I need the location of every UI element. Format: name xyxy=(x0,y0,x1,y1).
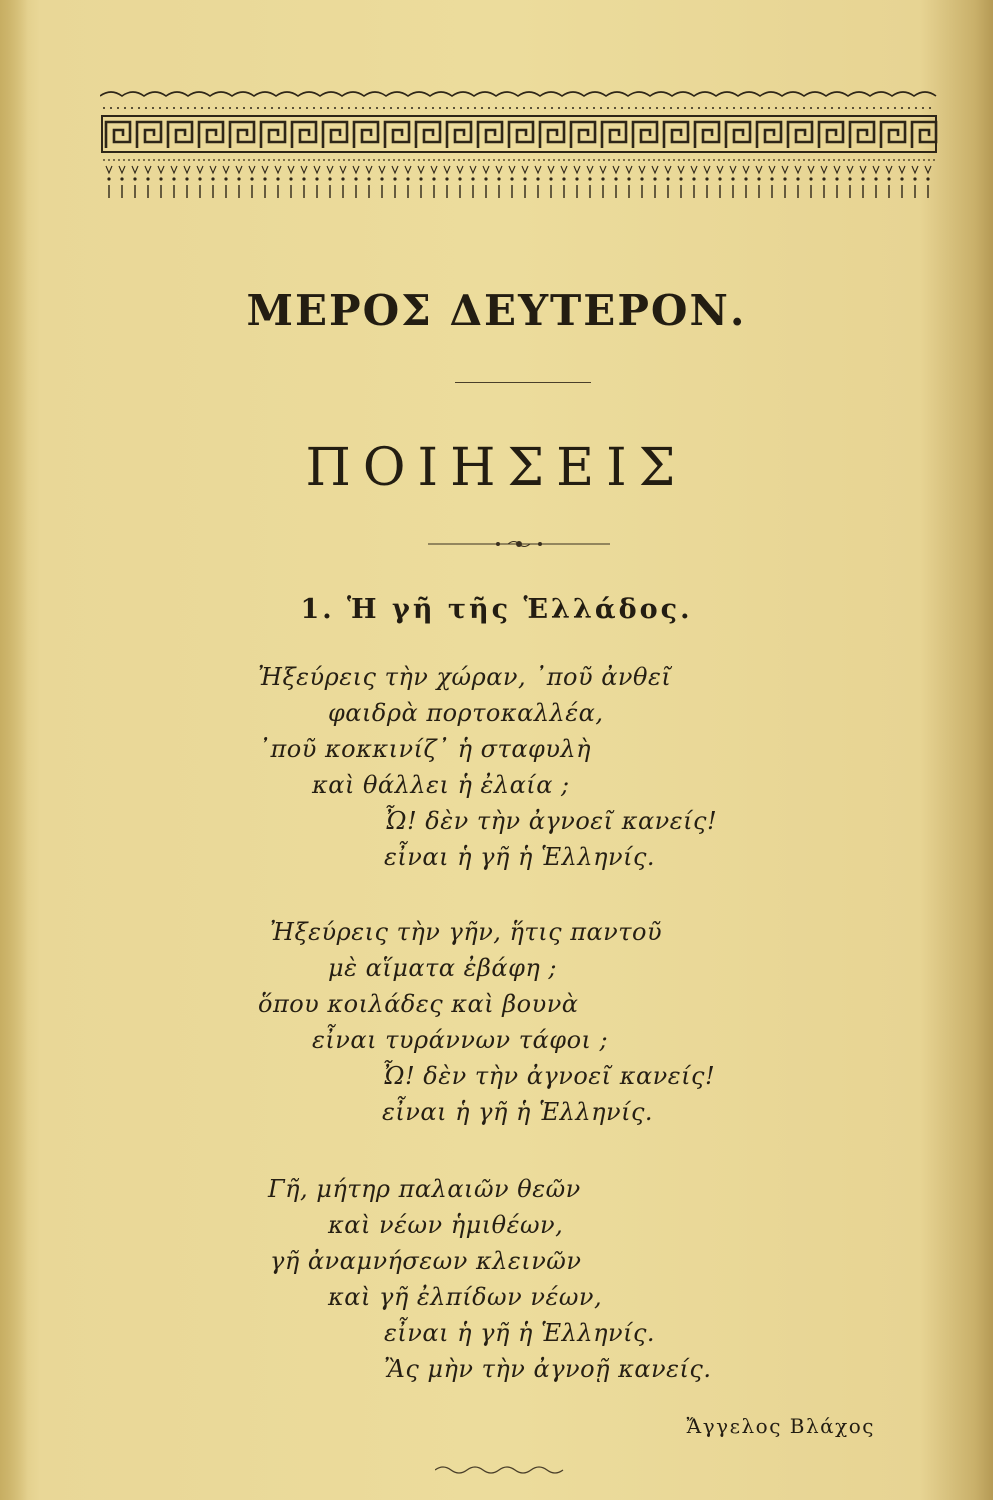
poem-line: εἶναι τυράννων τάφοι ; xyxy=(312,1026,609,1054)
part-title: ΜΕΡΟΣ ΔΕΥΤΕΡΟΝ. xyxy=(246,286,747,335)
poem-line: Γῆ, μήτηρ παλαιῶν θεῶν xyxy=(268,1175,581,1203)
poem-line: εἶναι ἡ γῆ ἡ Ἑλληνίς. xyxy=(384,1319,656,1347)
divider-rule xyxy=(455,382,591,383)
poem-author: Ἄγγελος Βλάχος xyxy=(686,1414,875,1438)
page-edge-shadow xyxy=(0,0,28,1500)
poem-line: καὶ γῆ ἐλπίδων νέων, xyxy=(328,1283,603,1311)
poem-line: εἶναι ἡ γῆ ἡ Ἑλληνίς. xyxy=(382,1098,654,1126)
poem-line: ὅπου κοιλάδες καὶ βουνὰ xyxy=(258,990,579,1018)
ornamental-divider xyxy=(428,536,610,555)
poem-line: εἶναι ἡ γῆ ἡ Ἑλληνίς. xyxy=(384,843,656,871)
poem-line: φαιδρὰ πορτοκαλλέα, xyxy=(328,699,604,727)
poem-line: ᾽ποῦ κοκκινίζ᾽ ἡ σταφυλὴ xyxy=(258,735,592,763)
poem-line: Ὦ! δὲν τὴν ἀγνοεῖ κανείς! xyxy=(382,1062,716,1090)
poem-line: μὲ αἵματα ἐβάφη ; xyxy=(328,954,557,982)
section-title: ΠΟΙΗΣΕΙΣ xyxy=(305,438,688,498)
poem-line: Ἠξεύρεις τὴν χώραν, ᾽ποῦ ἀνθεῖ xyxy=(258,663,672,691)
poem-line: καὶ θάλλει ἡ ἐλαία ; xyxy=(312,771,570,799)
poem-line: Ἂς μὴν τὴν ἀγνοῇ κανείς. xyxy=(384,1355,712,1383)
poem-line: γῆ ἀναμνήσεων κλεινῶν xyxy=(270,1247,582,1275)
greek-key-border-ornament xyxy=(100,86,940,206)
poem-line: Ἠξεύρεις τὴν γῆν, ἥτις παντοῦ xyxy=(270,918,663,946)
poem-title: 1. Ἡ γῆ τῆς Ἑλλάδος. xyxy=(300,594,693,625)
bottom-wave-ornament xyxy=(435,1462,565,1481)
poem-line: καὶ νέων ἡμιθέων, xyxy=(328,1211,564,1239)
poem-line: Ὦ! δὲν τὴν ἀγνοεῖ κανείς! xyxy=(384,807,718,835)
